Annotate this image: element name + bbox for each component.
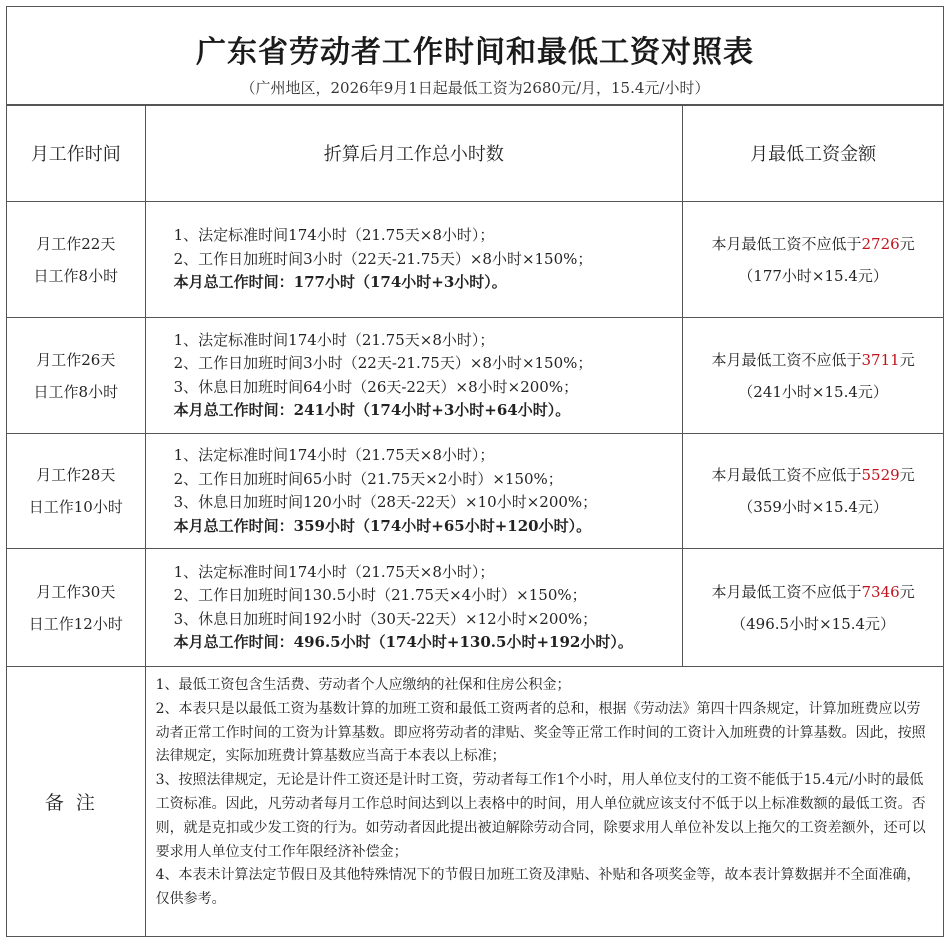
- notes-row: [7, 667, 943, 937]
- wage-calc: （241小时×15.4元）: [738, 382, 888, 401]
- hours-breakdown-cell: [145, 202, 683, 318]
- wage-amount: 3711: [861, 350, 900, 369]
- title-area: [7, 7, 943, 106]
- work-hours: 日工作10小时: [28, 498, 123, 516]
- header-total-hours: 折算后月工作总小时数: [145, 105, 683, 202]
- breakdown-line: 2、工作日加班时间3小时（22天-21.75天）×8小时×150%；: [173, 354, 593, 372]
- wage-unit: 元: [899, 582, 915, 601]
- table-row: [7, 202, 943, 318]
- total-hours-line: 本月总工作时间：359小时（174小时+65小时+120小时）。: [173, 516, 592, 535]
- page-title: 广东省劳动者工作时间和最低工资对照表: [196, 35, 754, 70]
- wage-prefix: 本月最低工资不应低于: [711, 234, 862, 253]
- table-row: [7, 549, 943, 667]
- work-schedule-cell: [7, 318, 145, 434]
- hours-breakdown-cell: [145, 434, 683, 549]
- work-hours: 日工作12小时: [28, 614, 123, 633]
- wage-prefix: 本月最低工资不应低于: [711, 350, 862, 369]
- work-hours: 日工作8小时: [33, 266, 119, 285]
- note-item: 2、本表只是以最低工资为基数计算的加班工资和最低工资两者的总和，根据《劳动法》第四十四条规定，计算加班费应以劳动者正常工作时间的工资为计算基数。即应将劳动者的津贴、奖金等正常工作时间的工资计入加班费的计算基数。因此，按照法律规定，实际加班费计算基数应当高于本表以上标准；: [155, 700, 926, 765]
- hours-breakdown-cell: [145, 549, 683, 667]
- work-days: 月工作28天: [36, 466, 116, 484]
- wage-unit: 元: [899, 234, 915, 253]
- note-item: 1、最低工资包含生活费、劳动者个人应缴纳的社保和住房公积金；: [155, 677, 571, 693]
- header-min-wage: 月最低工资金额: [683, 105, 943, 202]
- wage-amount: 7346: [861, 582, 900, 601]
- breakdown-line: 1、法定标准时间174小时（21.75天×8小时）；: [173, 330, 495, 349]
- work-days: 月工作22天: [36, 234, 116, 253]
- wage-calc: （359小时×15.4元）: [738, 498, 888, 516]
- hours-breakdown-cell: [145, 318, 683, 434]
- breakdown-line: 3、休息日加班时间192小时（30天-22天）×12小时×200%；: [173, 609, 598, 628]
- work-hours: 日工作8小时: [33, 382, 119, 401]
- comparison-table: [7, 104, 943, 937]
- header-monthly-work-time: 月工作时间: [7, 105, 145, 202]
- wage-amount: 5529: [861, 466, 900, 484]
- breakdown-line: 2、工作日加班时间65小时（21.75天×2小时）×150%；: [173, 469, 563, 488]
- notes-cell: [145, 667, 943, 937]
- breakdown-line: 2、工作日加班时间130.5小时（21.75天×4小时）×150%；: [173, 586, 587, 604]
- wage-table-sheet: [6, 6, 944, 937]
- work-schedule-cell: [7, 434, 145, 549]
- min-wage-cell: [683, 434, 943, 549]
- breakdown-line: 1、法定标准时间174小时（21.75天×8小时）；: [173, 446, 495, 464]
- wage-unit: 元: [899, 350, 915, 369]
- min-wage-cell: [683, 202, 943, 318]
- total-hours-line: 本月总工作时间：177小时（174小时+3小时）。: [173, 273, 507, 292]
- min-wage-cell: [683, 318, 943, 434]
- total-hours-line: 本月总工作时间：241小时（174小时+3小时+64小时）。: [173, 401, 571, 419]
- work-schedule-cell: [7, 549, 145, 667]
- table-row: [7, 318, 943, 434]
- breakdown-line: 1、法定标准时间174小时（21.75天×8小时）；: [173, 562, 495, 581]
- min-wage-cell: [683, 549, 943, 667]
- header-row: [7, 105, 943, 202]
- page-subtitle: （广州地区，2026年9月1日起最低工资为2680元/月，15.4元/小时）: [240, 79, 710, 97]
- wage-prefix: 本月最低工资不应低于: [711, 466, 862, 484]
- work-days: 月工作26天: [36, 350, 116, 369]
- total-hours-line: 本月总工作时间：496.5小时（174小时+130.5小时+192小时）。: [173, 633, 633, 651]
- work-schedule-cell: [7, 202, 145, 318]
- wage-calc: （177小时×15.4元）: [738, 266, 888, 285]
- note-item: 4、本表未计算法定节假日及其他特殊情况下的节假日加班工资及津贴、补贴和各项奖金等，故本表计算数据并不全面准确，仅供参考。: [155, 867, 921, 908]
- notes-label: 备注: [7, 667, 145, 937]
- breakdown-line: 3、休息日加班时间64小时（26天-22天）×8小时×200%；: [173, 377, 579, 396]
- wage-unit: 元: [899, 466, 915, 484]
- breakdown-line: 2、工作日加班时间3小时（22天-21.75天）×8小时×150%；: [173, 249, 593, 268]
- wage-amount: 2726: [861, 234, 900, 253]
- table-row: [7, 434, 943, 549]
- breakdown-line: 3、休息日加班时间120小时（28天-22天）×10小时×200%；: [173, 493, 598, 511]
- note-item: 3、按照法律规定，无论是计件工资还是计时工资，劳动者每工作1个小时，用人单位支付的工资不能低于15.4元/小时的最低工资标准。因此，凡劳动者每月工作总时间达到以上表格中的时间，用人单位就应该支付不低于以上标准数额的最低工资。否则，就是克扣或少发工资的行为。如劳动者因此提出被迫解除劳动合同，除要求用人单位补发以上拖欠的工资差额外，还可以要求用人单位支付工作年限经济补偿金；: [155, 772, 926, 860]
- wage-calc: （496.5小时×15.4元）: [731, 614, 896, 633]
- wage-prefix: 本月最低工资不应低于: [711, 582, 862, 601]
- work-days: 月工作30天: [36, 582, 116, 601]
- breakdown-line: 1、法定标准时间174小时（21.75天×8小时）；: [173, 226, 495, 245]
